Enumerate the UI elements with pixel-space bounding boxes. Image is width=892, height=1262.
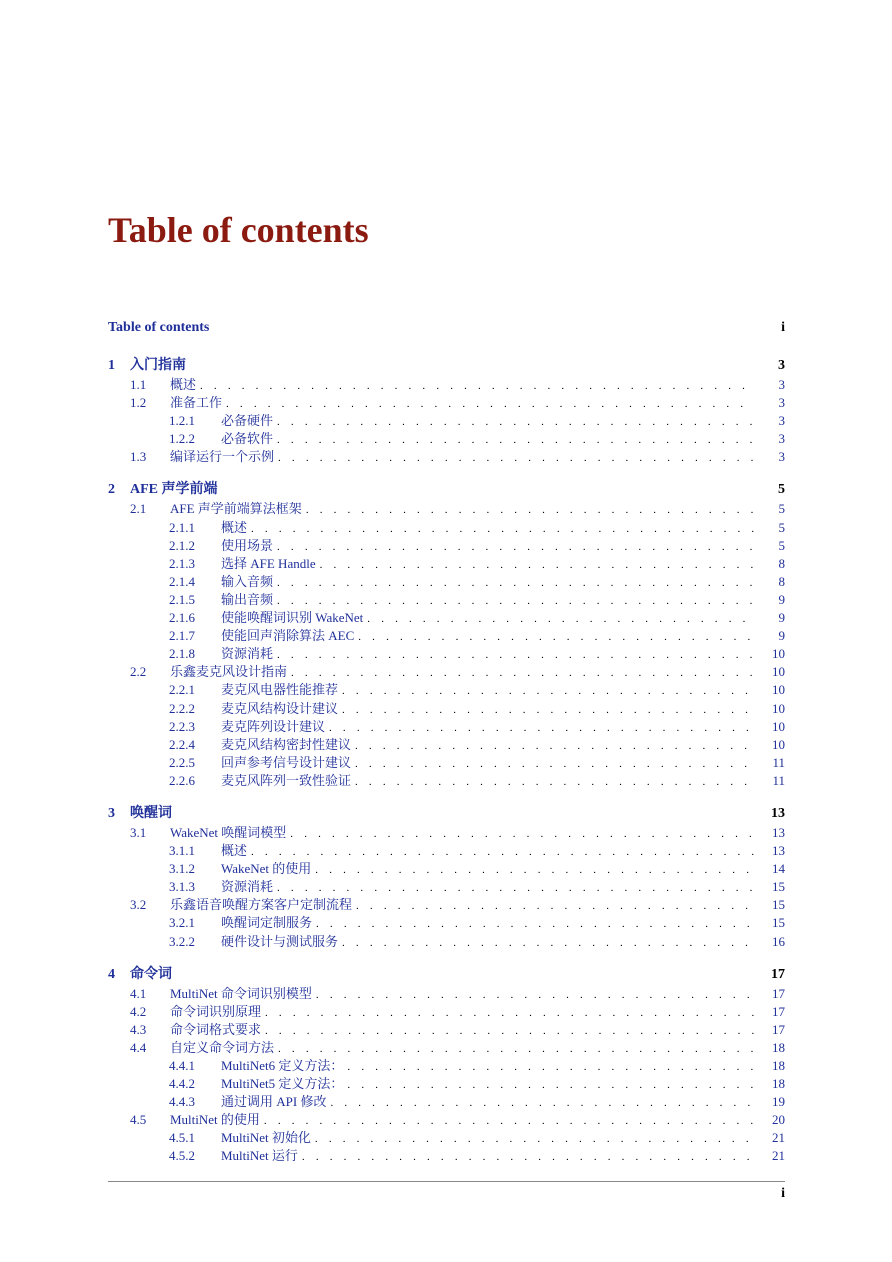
entry-number: 1.2.1 — [169, 413, 195, 429]
entry-number: 4.5.2 — [169, 1148, 195, 1164]
entry-number: 3.1.1 — [169, 843, 195, 859]
toc-entry[interactable] — [108, 392, 785, 410]
toc-entry[interactable] — [108, 698, 785, 716]
toc-entry[interactable] — [108, 607, 785, 625]
entry-title: MultiNet 命令词识别模型 — [170, 985, 312, 1001]
dot-leader — [356, 900, 755, 912]
dot-leader — [355, 758, 755, 770]
toc-entry[interactable] — [108, 1145, 785, 1163]
entry-number: 1.2.2 — [169, 431, 195, 447]
entry-page: 9 — [778, 610, 785, 626]
entry-number: 1.1 — [130, 377, 147, 392]
entry-page: 10 — [772, 718, 785, 734]
entry-page: 18 — [772, 1076, 785, 1092]
entry-number: 4.4.1 — [169, 1058, 195, 1073]
dot-leader — [291, 667, 755, 679]
entry-title: 麦克阵列设计建议 — [221, 718, 326, 734]
toc-chapter — [108, 963, 785, 1164]
chapter-page: 3 — [778, 358, 785, 373]
toc-entry[interactable] — [108, 661, 785, 679]
entry-page: 17 — [772, 985, 785, 1001]
dot-leader — [277, 595, 755, 607]
entry-page: 8 — [778, 573, 785, 589]
chapter-page: 13 — [771, 805, 785, 821]
entry-page: 15 — [772, 915, 785, 931]
toc-chapter-entry[interactable] — [108, 478, 785, 498]
entry-title: 麦克风结构设计建议 — [221, 700, 339, 716]
dot-leader — [265, 1025, 755, 1037]
entry-number: 2.2.3 — [169, 718, 195, 734]
entry-title: MultiNet 的使用 — [170, 1112, 260, 1128]
entry-number: 3.1 — [130, 824, 147, 840]
entry-title: MultiNet6 定义方法： — [221, 1058, 344, 1073]
chapter-title: 入门指南 — [130, 358, 186, 373]
entry-title: 使能唤醒词识别 WakeNet — [221, 610, 364, 626]
entry-page: 10 — [772, 664, 785, 680]
entry-title: 必备硬件 — [221, 413, 274, 429]
chapter-list — [108, 354, 785, 1164]
entry-number: 2.2 — [130, 664, 147, 680]
entry-number: 2.1.4 — [169, 573, 195, 589]
entry-number: 2.1.6 — [169, 610, 195, 626]
toc-entry[interactable] — [108, 1055, 785, 1073]
toc-entry[interactable] — [108, 983, 785, 1001]
entry-number: 1.3 — [130, 449, 147, 465]
entry-number: 2.1 — [130, 501, 147, 517]
entry-page: 18 — [772, 1058, 785, 1073]
toc-entry[interactable] — [108, 770, 785, 788]
entry-page: 10 — [772, 646, 785, 662]
entry-number: 2.1.3 — [169, 555, 195, 571]
entry-title: 通过调用 API 修改 — [221, 1094, 327, 1110]
entry-title: 硬件设计与测试服务 — [221, 933, 339, 949]
entry-page: 9 — [778, 628, 785, 644]
footer-page-number: i — [781, 1186, 785, 1201]
dot-leader — [278, 452, 755, 464]
toc-entry[interactable] — [108, 625, 785, 643]
toc-entry[interactable] — [108, 679, 785, 697]
dot-leader — [347, 1061, 755, 1073]
dot-leader — [358, 631, 755, 643]
entry-page: 13 — [772, 824, 785, 840]
toc-chapter — [108, 478, 785, 788]
entry-number: 4.3 — [130, 1021, 147, 1037]
toc-entry[interactable] — [108, 589, 785, 607]
entry-page: 11 — [772, 754, 785, 770]
entry-number: 2.1.1 — [169, 519, 195, 535]
chapter-number: 1 — [108, 358, 115, 373]
toc-entry[interactable] — [108, 1091, 785, 1109]
chapter-page: 5 — [778, 482, 785, 498]
entry-page: 19 — [772, 1094, 785, 1110]
toc-entry[interactable] — [108, 1037, 785, 1055]
entry-title: 麦克风阵列一致性验证 — [221, 772, 352, 788]
entry-title: 麦克风电器性能推荐 — [221, 682, 339, 698]
entry-page: 11 — [772, 772, 785, 788]
toc-entry[interactable] — [108, 1073, 785, 1091]
entry-page: 20 — [772, 1112, 785, 1128]
dot-leader — [342, 937, 755, 949]
entry-number: 3.2 — [130, 897, 147, 913]
entry-number: 4.5 — [130, 1112, 147, 1128]
entry-page: 10 — [772, 682, 785, 698]
toc-chapter — [108, 802, 785, 949]
dot-leader — [277, 649, 755, 661]
dot-leader — [277, 416, 755, 428]
dot-leader — [290, 828, 755, 840]
dot-leader — [277, 882, 755, 894]
dot-leader — [342, 704, 755, 716]
toc-chapter-entry[interactable] — [108, 802, 785, 822]
entry-title: 自定义命令词方法 — [170, 1039, 275, 1055]
entry-title: 输入音频 — [221, 573, 274, 589]
toc-entry[interactable] — [108, 517, 785, 535]
dot-leader — [315, 1133, 755, 1145]
entry-title: 概述 — [221, 843, 248, 859]
toc-entry[interactable] — [108, 428, 785, 446]
toc-entry[interactable] — [108, 716, 785, 734]
dot-leader — [329, 722, 755, 734]
dot-leader — [306, 504, 755, 516]
dot-leader — [355, 776, 755, 788]
dot-leader — [264, 1115, 755, 1127]
entry-page: 5 — [778, 519, 785, 535]
footer-rule — [108, 1181, 785, 1182]
toc-entry[interactable] — [108, 535, 785, 553]
chapter-page: 17 — [771, 966, 785, 982]
entry-page: 9 — [778, 591, 785, 607]
entry-page: 5 — [778, 501, 785, 517]
entry-number: 2.1.5 — [169, 591, 195, 607]
chapter-title: 唤醒词 — [130, 805, 172, 821]
entry-number: 2.2.6 — [169, 772, 195, 788]
entry-title: 资源消耗 — [221, 879, 274, 895]
dot-leader — [226, 398, 755, 410]
toc-entry[interactable] — [108, 446, 785, 464]
dot-leader — [316, 918, 755, 930]
toc-chapter-entry[interactable] — [108, 354, 785, 374]
toc-entry[interactable] — [108, 410, 785, 428]
entry-page: 8 — [778, 555, 785, 571]
toc-chapter-entry[interactable] — [108, 963, 785, 983]
toc-entry[interactable] — [108, 571, 785, 589]
toc-entry[interactable] — [108, 374, 785, 392]
entry-number: 2.2.2 — [169, 700, 195, 716]
chapter-number: 4 — [108, 966, 115, 982]
toc-chapter — [108, 354, 785, 464]
entry-number: 4.2 — [130, 1003, 147, 1019]
entry-page: 18 — [772, 1039, 785, 1055]
entry-title: 输出音频 — [221, 591, 274, 607]
entry-title: 唤醒词定制服务 — [221, 915, 313, 931]
entry-title: 选择 AFE Handle — [221, 555, 316, 571]
toc-entry[interactable] — [108, 876, 785, 894]
entry-title: 回声参考信号设计建议 — [221, 754, 352, 770]
toc-entry[interactable] — [108, 498, 785, 516]
entry-page: 21 — [772, 1130, 785, 1146]
entry-number: 1.2 — [130, 395, 147, 411]
entry-title: 准备工作 — [170, 395, 223, 411]
entry-number: 2.2.1 — [169, 682, 195, 698]
entry-page: 3 — [778, 413, 785, 429]
entry-page: 3 — [778, 377, 785, 392]
entry-number: 4.4.2 — [169, 1076, 195, 1092]
entry-title: 使用场景 — [221, 537, 274, 553]
entry-page: 3 — [778, 431, 785, 447]
entry-number: 2.1.2 — [169, 537, 195, 553]
entry-title: 资源消耗 — [221, 646, 274, 662]
entry-title: 必备软件 — [221, 431, 274, 447]
entry-number: 3.2.2 — [169, 933, 195, 949]
entry-number: 3.2.1 — [169, 915, 195, 931]
entry-number: 3.1.3 — [169, 879, 195, 895]
dot-leader — [342, 685, 755, 697]
entry-number: 4.1 — [130, 985, 147, 1001]
entry-number: 2.2.4 — [169, 736, 195, 752]
toc-entry[interactable] — [108, 1001, 785, 1019]
entry-number: 2.1.7 — [169, 628, 195, 644]
entry-number: 4.5.1 — [169, 1130, 195, 1146]
entry-number: 2.2.5 — [169, 754, 195, 770]
entry-number: 3.1.2 — [169, 861, 195, 877]
entry-title: 麦克风结构密封性建议 — [221, 736, 352, 752]
toc-entry[interactable] — [108, 840, 785, 858]
toc-entry[interactable] — [108, 734, 785, 752]
entry-title: WakeNet 的使用 — [221, 861, 312, 877]
toc-self-page: i — [781, 320, 785, 335]
entry-title: 乐鑫语音唤醒方案客户定制流程 — [170, 897, 353, 913]
dot-leader — [355, 740, 755, 752]
dot-leader — [330, 1097, 755, 1109]
toc-entry[interactable] — [108, 553, 785, 571]
chapter-title: 命令词 — [130, 966, 172, 982]
entry-page: 15 — [772, 879, 785, 895]
entry-title: 概述 — [170, 377, 197, 392]
dot-leader — [347, 1079, 755, 1091]
toc-entry[interactable] — [108, 931, 785, 949]
dot-leader — [251, 846, 755, 858]
toc-entry[interactable] — [108, 1127, 785, 1145]
entry-title: 命令词识别原理 — [170, 1003, 262, 1019]
toc-entry[interactable] — [108, 1109, 785, 1127]
dot-leader — [302, 1151, 755, 1163]
entry-number: 4.4.3 — [169, 1094, 195, 1110]
dot-leader — [315, 864, 755, 876]
toc-entry[interactable] — [108, 894, 785, 912]
entry-title: MultiNet 运行 — [221, 1148, 298, 1164]
toc-entry[interactable] — [108, 752, 785, 770]
dot-leader — [320, 559, 755, 571]
table-of-contents — [108, 320, 785, 1164]
toc-entry[interactable] — [108, 643, 785, 661]
entry-page: 17 — [772, 1021, 785, 1037]
dot-leader — [316, 989, 755, 1001]
entry-page: 5 — [778, 537, 785, 553]
entry-number: 4.4 — [130, 1039, 147, 1055]
entry-title: AFE 声学前端算法框架 — [170, 501, 302, 517]
entry-page: 17 — [772, 1003, 785, 1019]
entry-page: 3 — [778, 395, 785, 411]
entry-title: MultiNet5 定义方法： — [221, 1076, 344, 1092]
entry-page: 21 — [772, 1148, 785, 1164]
entry-page: 10 — [772, 736, 785, 752]
dot-leader — [367, 613, 755, 625]
dot-leader — [277, 434, 755, 446]
entry-page: 16 — [772, 933, 785, 949]
chapter-number: 3 — [108, 805, 115, 821]
entry-title: 命令词格式要求 — [170, 1021, 262, 1037]
toc-entry[interactable] — [108, 858, 785, 876]
dot-leader — [278, 1043, 755, 1055]
toc-self-label: Table of contents — [108, 320, 210, 335]
entry-page: 13 — [772, 843, 785, 859]
entry-title: MultiNet 初始化 — [221, 1130, 311, 1146]
toc-entry[interactable] — [108, 822, 785, 840]
entry-title: 概述 — [221, 519, 248, 535]
dot-leader — [251, 523, 755, 535]
entry-page: 14 — [772, 861, 785, 877]
dot-leader — [277, 577, 755, 589]
entry-page: 10 — [772, 700, 785, 716]
page-title: Table of contents — [108, 210, 369, 250]
entry-title: 乐鑫麦克风设计指南 — [170, 664, 288, 680]
dot-leader — [265, 1007, 755, 1019]
entry-page: 15 — [772, 897, 785, 913]
entry-title: 使能回声消除算法 AEC — [221, 628, 355, 644]
dot-leader — [277, 541, 755, 553]
chapter-number: 2 — [108, 482, 115, 498]
chapter-title: AFE 声学前端 — [130, 482, 218, 498]
entry-page: 3 — [778, 449, 785, 465]
entry-title: 编译运行一个示例 — [170, 449, 275, 465]
toc-entry[interactable] — [108, 1019, 785, 1037]
toc-entry[interactable] — [108, 912, 785, 930]
dot-leader — [200, 380, 755, 392]
toc-self-entry[interactable] — [108, 320, 785, 340]
entry-number: 2.1.8 — [169, 646, 195, 662]
entry-title: WakeNet 唤醒词模型 — [170, 824, 287, 840]
